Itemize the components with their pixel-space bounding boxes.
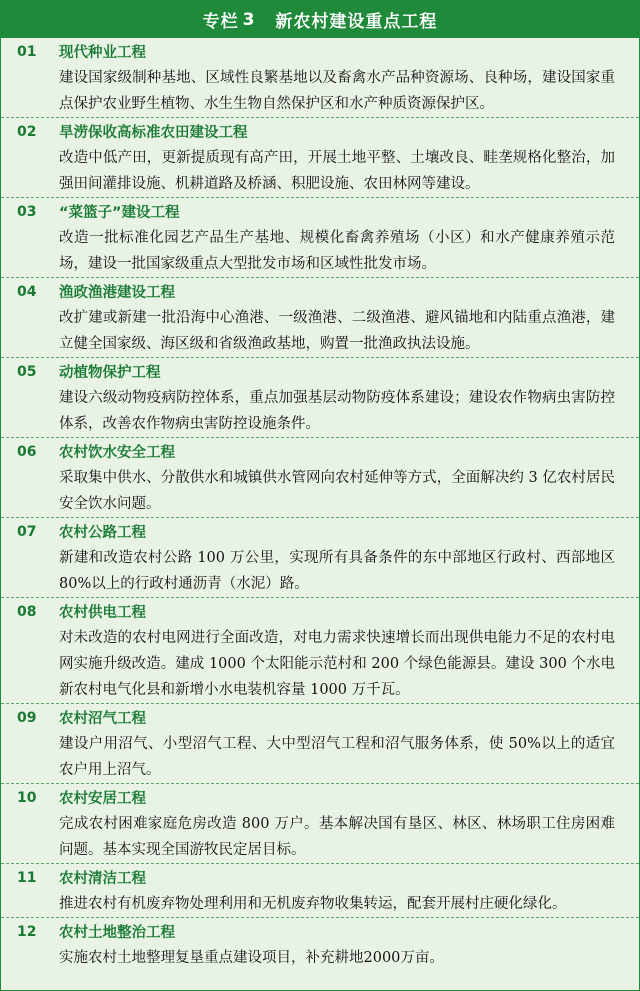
project-description: 改扩建或新建一批沿海中心渔港、一级渔港、二级渔港、避风锚地和内陆重点渔港，建立健全国家级、海区级和省级渔政基地，购置一批渔政执法设施。 xyxy=(59,310,615,352)
project-item xyxy=(1,784,639,864)
column-header xyxy=(1,1,639,38)
project-item xyxy=(1,38,639,118)
project-number: 09 xyxy=(17,709,37,726)
project-item-header xyxy=(1,278,629,305)
project-description: 改造中低产田，更新提质现有高产田，开展土地平整、土壤改良、畦垄规格化整治，加强田间灌排设施、机耕道路及桥涵、积肥设施、农田林网等建设。 xyxy=(59,150,615,192)
project-number: 04 xyxy=(17,283,37,300)
project-description: 改造一批标准化园艺产品生产基地、规模化畜禽养殖场（小区）和水产健康养殖示范场，建设一批国家级重点大型批发市场和区域性批发市场。 xyxy=(59,230,615,272)
column-title: 新农村建设重点工程 xyxy=(275,12,438,32)
project-title: 渔政渔港建设工程 xyxy=(59,285,175,301)
project-description: 新建和改造农村公路 100 万公里，实现所有具备条件的东中部地区行政村、西部地区 80%以上的行政村通沥青（水泥）路。 xyxy=(59,550,615,592)
project-title: “菜篮子”建设工程 xyxy=(59,205,180,221)
project-number: 02 xyxy=(17,123,37,140)
project-description: 采取集中供水、分散供水和城镇供水管网向农村延伸等方式，全面解决约 3 亿农村居民安全饮水问题。 xyxy=(59,470,615,512)
column-number: 3 xyxy=(242,9,256,30)
project-title: 旱涝保收高标准农田建设工程 xyxy=(59,125,248,141)
project-item xyxy=(1,598,639,704)
project-title: 农村安居工程 xyxy=(59,791,146,807)
project-list xyxy=(1,38,639,971)
project-item-header xyxy=(1,198,629,225)
project-item xyxy=(1,358,639,438)
project-number: 07 xyxy=(17,523,37,540)
project-number: 11 xyxy=(17,869,37,886)
project-item-header xyxy=(1,704,629,731)
project-description: 对未改造的农村电网进行全面改造，对电力需求快速增长而出现供电能力不足的农村电网实施升级改造。建成 1000 个太阳能示范村和 200 个绿色能源县。建设 300 个水电新农村电气化县和新增小水电装机容量 1000 万千瓦。 xyxy=(59,630,615,698)
project-title: 农村土地整治工程 xyxy=(59,925,175,941)
project-number: 10 xyxy=(17,789,37,806)
project-item xyxy=(1,278,639,358)
project-description: 建设户用沼气、小型沼气工程、大中型沼气工程和沼气服务体系，使 50%以上的适宜农户用上沼气。 xyxy=(59,736,615,778)
project-item-header xyxy=(1,438,629,465)
project-item xyxy=(1,518,639,598)
project-item xyxy=(1,438,639,518)
project-item xyxy=(1,918,639,971)
project-number: 03 xyxy=(17,203,37,220)
project-title: 农村饮水安全工程 xyxy=(59,445,175,461)
project-number: 01 xyxy=(17,43,37,60)
project-item xyxy=(1,704,639,784)
project-title: 农村清洁工程 xyxy=(59,871,146,887)
project-item xyxy=(1,118,639,198)
project-title: 动植物保护工程 xyxy=(59,365,161,381)
project-description: 建设国家级制种基地、区域性良繁基地以及畜禽水产品种资源场、良种场，建设国家重点保护农业野生植物、水生生物自然保护区和水产种质资源保护区。 xyxy=(59,70,615,112)
project-item xyxy=(1,198,639,278)
project-description: 完成农村困难家庭危房改造 800 万户。基本解决国有垦区、林区、林场职工住房困难问题。基本实现全国游牧民定居目标。 xyxy=(59,816,615,858)
project-item-header xyxy=(1,518,629,545)
project-item xyxy=(1,864,639,918)
project-item-header xyxy=(1,118,629,145)
project-item-header xyxy=(1,598,629,625)
project-number: 08 xyxy=(17,603,37,620)
project-item-header xyxy=(1,38,629,65)
project-item-header xyxy=(1,358,629,385)
project-number: 05 xyxy=(17,363,37,380)
project-number: 06 xyxy=(17,443,37,460)
project-title: 农村公路工程 xyxy=(59,525,146,541)
project-title: 农村供电工程 xyxy=(59,605,146,621)
project-description: 推进农村有机废弃物处理利用和无机废弃物收集转运，配套开展村庄硬化绿化。 xyxy=(59,896,567,912)
project-item-header xyxy=(1,784,629,811)
project-title: 现代种业工程 xyxy=(59,45,146,61)
column-label: 专栏 xyxy=(202,12,239,32)
project-number: 12 xyxy=(17,923,37,940)
project-title: 农村沼气工程 xyxy=(59,711,146,727)
project-item-header xyxy=(1,864,629,891)
project-description: 实施农村土地整理复垦重点建设项目，补充耕地2000万亩。 xyxy=(59,950,444,966)
project-item-header xyxy=(1,918,629,945)
project-description: 建设六级动物疫病防控体系，重点加强基层动物防疫体系建设；建设农作物病虫害防控体系，改善农作物病虫害防控设施条件。 xyxy=(59,390,615,432)
